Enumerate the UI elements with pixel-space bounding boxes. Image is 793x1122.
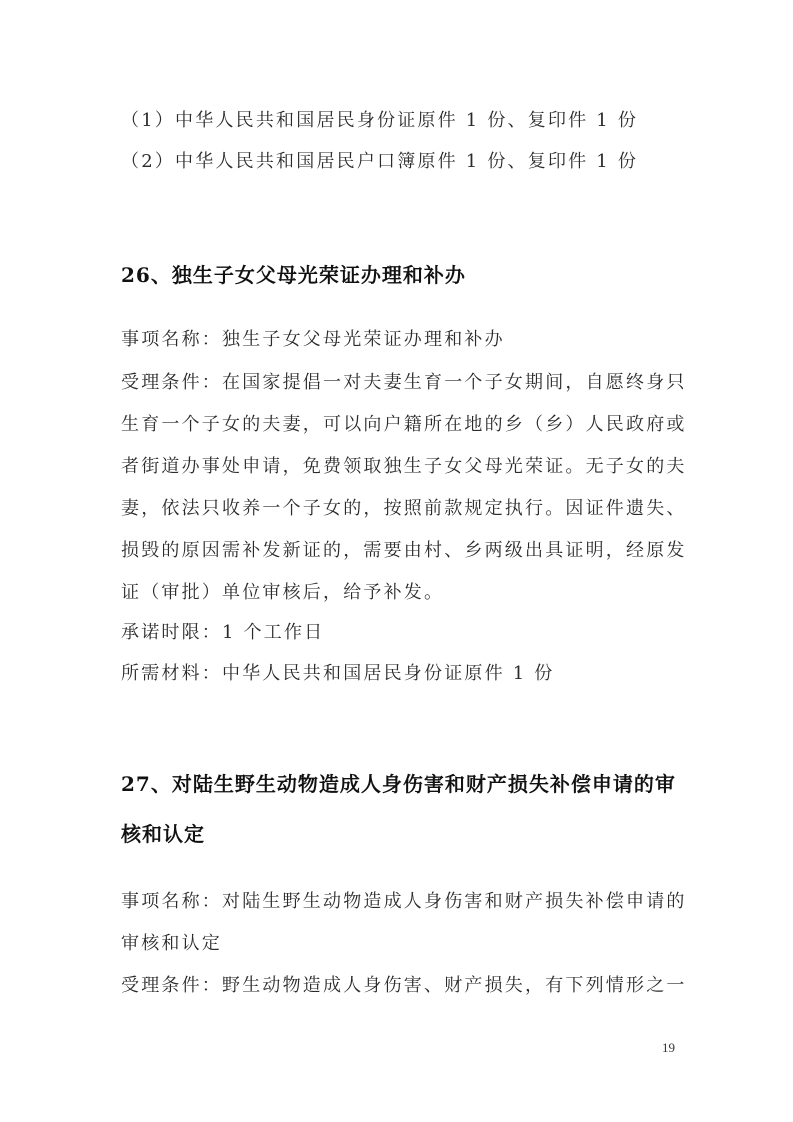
- section-26-conditions-line-5: 损毁的原因需补发新证的，需要由村、乡两级出具证明，经原发: [121, 540, 687, 561]
- section-26-conditions-line-4: 妻，依法只收养一个子女的，按照前款规定执行。因证件遗失、: [121, 498, 687, 519]
- section-26-item-name: 事项名称：独生子女父母光荣证办理和补办: [121, 329, 505, 350]
- section-26-conditions-line-3: 者街道办事处申请，免费领取独生子女父母光荣证。无子女的夫: [121, 456, 687, 477]
- section-27-item-name-line-2: 审核和认定: [121, 933, 222, 954]
- section-26-materials: 所需材料：中华人民共和国居民身份证原件 1 份: [121, 663, 555, 684]
- section-27-conditions-line-1: 受理条件：野生动物造成人身伤害、财产损失，有下列情形之一: [121, 975, 687, 996]
- section-26-conditions-line-1: 受理条件：在国家提倡一对夫妻生育一个子女期间，自愿终身只: [121, 372, 687, 393]
- section-27-heading-line-1: 27、对陆生野生动物造成人身伤害和财产损失补偿申请的审: [121, 772, 676, 796]
- page-number: 19: [662, 1040, 675, 1055]
- section-27-heading-line-2: 核和认定: [121, 822, 205, 846]
- section-26-time-limit: 承诺时限：1 个工作日: [121, 622, 325, 643]
- section-26-conditions-line-2: 生育一个子女的夫妻，可以向户籍所在地的乡（乡）人民政府或: [121, 414, 687, 435]
- section-26-conditions-line-6: 证（审批）单位审核后，给予补发。: [121, 582, 445, 603]
- material-list-item-2: （2）中华人民共和国居民户口簿原件 1 份、复印件 1 份: [121, 151, 639, 172]
- section-27-item-name-line-1: 事项名称：对陆生野生动物造成人身伤害和财产损失补偿申请的: [121, 891, 687, 912]
- section-26-heading: 26、独生子女父母光荣证办理和补办: [121, 263, 466, 287]
- material-list-item-1: （1）中华人民共和国居民身份证原件 1 份、复印件 1 份: [121, 110, 639, 131]
